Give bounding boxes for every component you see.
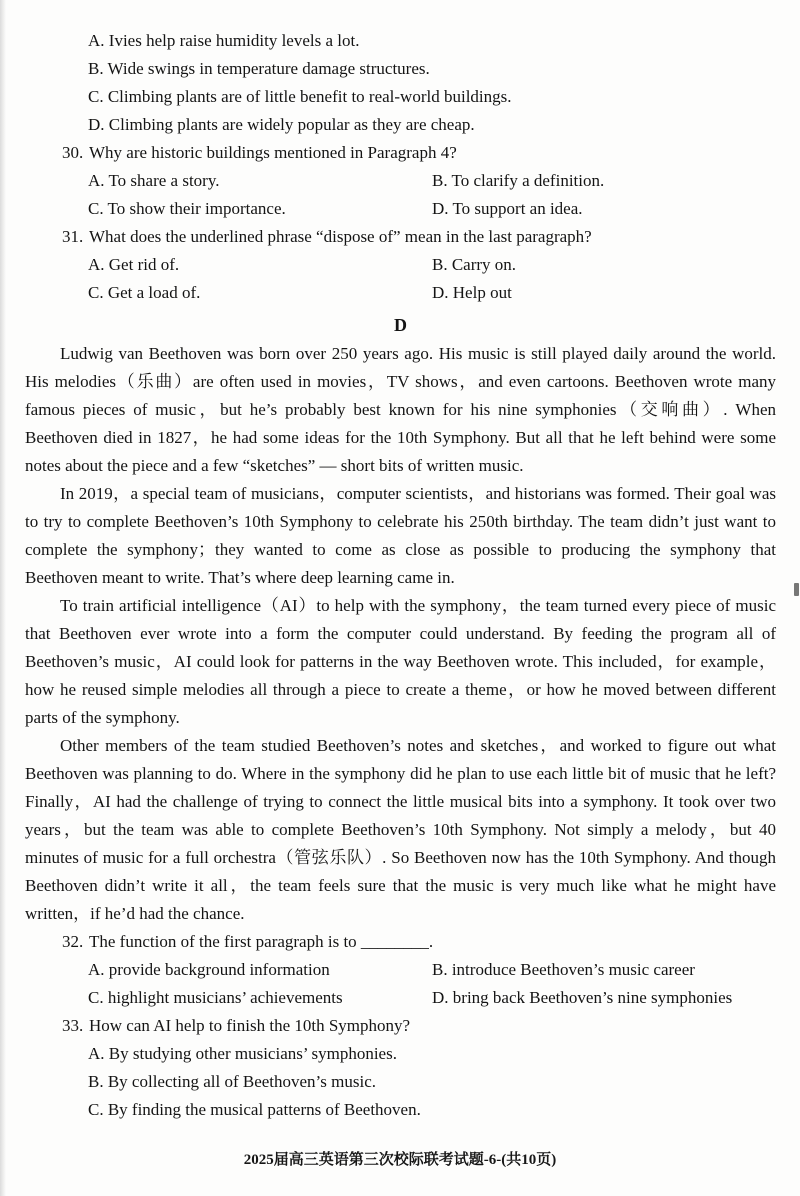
scan-artifact [794,583,799,596]
option-b: B. introduce Beethoven’s music career [432,960,695,979]
passage-paragraph-4: Other members of the team studied Beethoven’s notes and sketches，and worked to figure out what Beethoven was planning to do. Where in the symphony did he plan to use each little bit of music that he left? Finally，AI had the challenge of trying to connect the little musical bits into a symphony. It took over two years，but the team was able to complete Beethoven’s 10th Symphony. Not simply a melody，but 40 minutes of music for a full orchestra（管弦乐队）. So Beethoven now has the 10th Symphony. And though Beethoven didn’t write it all，the team feels sure that the music is very much like what he might have written，if he’d had the chance. [25,736,776,923]
page-footer: 2025届高三英语第三次校际联考试题-6-(共10页) [243,1152,557,1168]
option-a: A. By studying other musicians’ symphonies. [88,1044,397,1063]
option-d: D. To support an idea. [432,199,583,218]
question-stem: Why are historic buildings mentioned in Paragraph 4? [89,143,457,162]
option-b: B. By collecting all of Beethoven’s music. [88,1072,377,1091]
option-row [25,167,776,195]
option-c: C. Get a load of. [88,283,201,302]
option-d: D. Climbing plants are widely popular as they are cheap. [88,115,475,134]
question-30-stem-line [25,139,776,167]
option-a: A. Ivies help raise humidity levels a lot. [88,31,360,50]
question-29-options [25,27,776,139]
passage-paragraph-1: Ludwig van Beethoven was born over 250 years ago. His music is still played daily around the world. His melodies（乐曲）are often used in movies，TV shows，and even cartoons. Beethoven wrote many famous pieces of music，but he’s probably best known for his nine symphonies（交响曲）. When Beethoven died in 1827，he had some ideas for the 10th Symphony. But all that he left behind were some notes about the piece and a few “sketches” — short bits of written music. [25,344,776,475]
option-b: B. Carry on. [432,255,517,274]
option-c: C. highlight musicians’ achievements [88,988,343,1007]
question-stem: What does the underlined phrase “dispose of” mean in the last paragraph? [89,227,592,246]
question-30 [25,139,776,223]
option-d: D. Help out [432,283,512,302]
passage-paragraph-3: To train artificial intelligence（AI）to help with the symphony，the team turned every piece of music that Beethoven ever wrote into a form the computer could understand. By feeding the program all of Beethoven’s music，AI could look for patterns in the way Beethoven wrote. This included，for example，how he reused simple melodies all through a piece to create a theme，or how he moved between different parts of the symphony. [25,596,776,727]
question-33 [25,1012,776,1124]
question-number: 31. [62,227,84,246]
question-stem: How can AI help to finish the 10th Symphony? [89,1016,411,1035]
question-number: 32. [62,932,84,951]
option-row [25,279,776,307]
question-number: 30. [62,143,84,162]
option-a: A. To share a story. [88,171,220,190]
question-31-stem-line [25,223,776,251]
option-a: A. Get rid of. [88,255,180,274]
question-32 [25,928,776,1012]
question-32-stem-line [25,928,776,956]
option-row [25,195,776,223]
question-33-stem-line [25,1012,776,1040]
option-c: C. By finding the musical patterns of Beethoven. [88,1100,421,1119]
passage-paragraph-2: In 2019，a special team of musicians，computer scientists，and historians was formed. Their goal was to try to complete Beethoven’s 10th Symphony to celebrate his 250th birthday. The team didn’t just want to complete the symphony；they wanted to come as close as possible to producing the symphony that Beethoven meant to write. That’s where deep learning came in. [25,484,776,587]
question-33-options [25,1040,776,1124]
option-row [25,956,776,984]
question-31 [25,223,776,307]
option-b: B. Wide swings in temperature damage structures. [88,59,430,78]
question-number: 33. [62,1016,84,1035]
option-c: C. Climbing plants are of little benefit to real-world buildings. [88,87,512,106]
section-d-heading: D [394,315,407,335]
question-stem: The function of the first paragraph is to ________. [89,932,434,951]
option-row [25,984,776,1012]
option-c: C. To show their importance. [88,199,286,218]
option-a: A. provide background information [88,960,330,979]
option-d: D. bring back Beethoven’s nine symphonies [432,988,733,1007]
option-row [25,251,776,279]
option-b: B. To clarify a definition. [432,171,605,190]
